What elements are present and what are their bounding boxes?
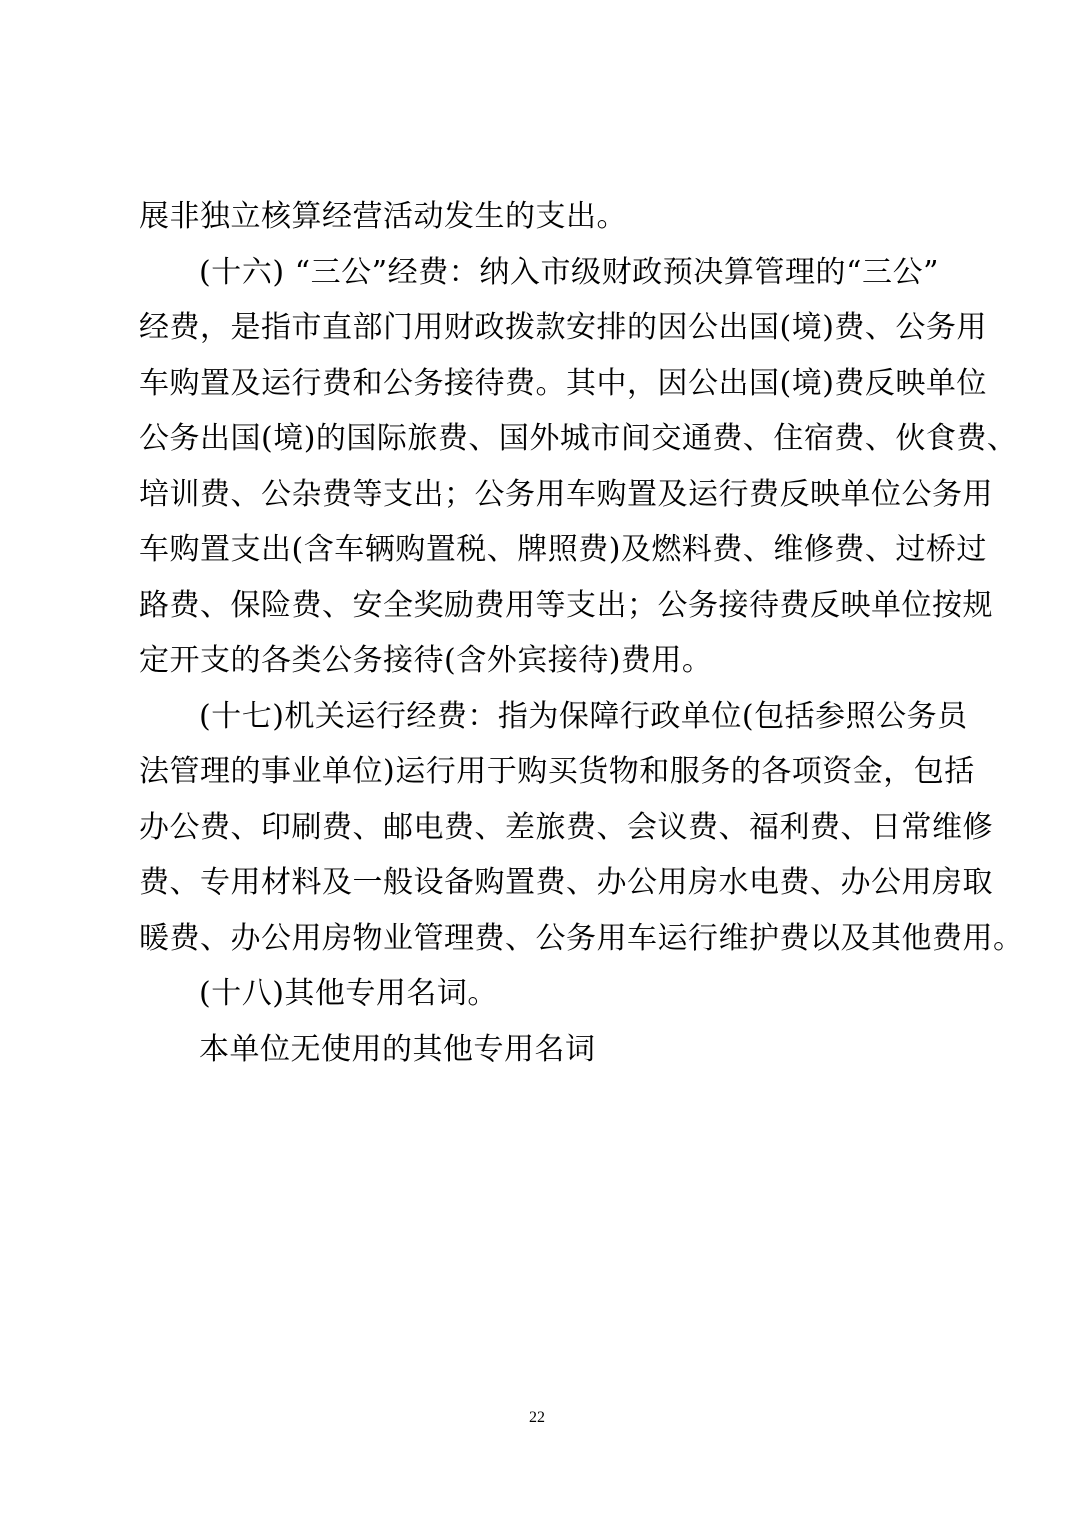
text-line: 公务出国(境)的国际旅费、国外城市间交通费、住宿费、伙食费、 bbox=[139, 421, 1018, 456]
text-line: 本单位无使用的其他专用名词 bbox=[199, 1031, 596, 1067]
body-text bbox=[139, 189, 1024, 1077]
text-line: 车购置支出(含车辆购置税、牌照费)及燃料费、维修费、过桥过 bbox=[139, 532, 987, 567]
text-line: 暖费、办公用房物业管理费、公务用车运行维护费以及其他费用。 bbox=[139, 920, 1024, 956]
text-line: 经费，是指市直部门用财政拨款安排的因公出国(境)费、公务用 bbox=[139, 310, 987, 345]
text-line: 费、专用材料及一般设备购置费、办公用房水电费、办公用房取 bbox=[139, 865, 993, 900]
page-number: 22 bbox=[529, 1409, 545, 1426]
text-line: (十七)机关运行经费：指为保障行政单位(包括参照公务员 bbox=[199, 698, 968, 734]
text-line: 法管理的事业单位)运行用于购买货物和服务的各项资金，包括 bbox=[139, 754, 975, 789]
text-line: (十六) “三公”经费：纳入市级财政预决算管理的“三公” bbox=[199, 254, 939, 290]
text-line: 展非独立核算经营活动发生的支出。 bbox=[139, 199, 627, 234]
text-line: 定开支的各类公务接待(含外宾接待)费用。 bbox=[139, 643, 713, 678]
text-line: 车购置及运行费和公务接待费。其中，因公出国(境)费反映单位 bbox=[139, 365, 987, 401]
text-line: 办公费、印刷费、邮电费、差旅费、会议费、福利费、日常维修 bbox=[139, 809, 993, 845]
text-line: 路费、保险费、安全奖励费用等支出；公务接待费反映单位按规 bbox=[139, 587, 993, 623]
text-line: 培训费、公杂费等支出；公务用车购置及运行费反映单位公务用 bbox=[139, 476, 993, 512]
text-line: (十八)其他专用名词。 bbox=[199, 976, 498, 1011]
